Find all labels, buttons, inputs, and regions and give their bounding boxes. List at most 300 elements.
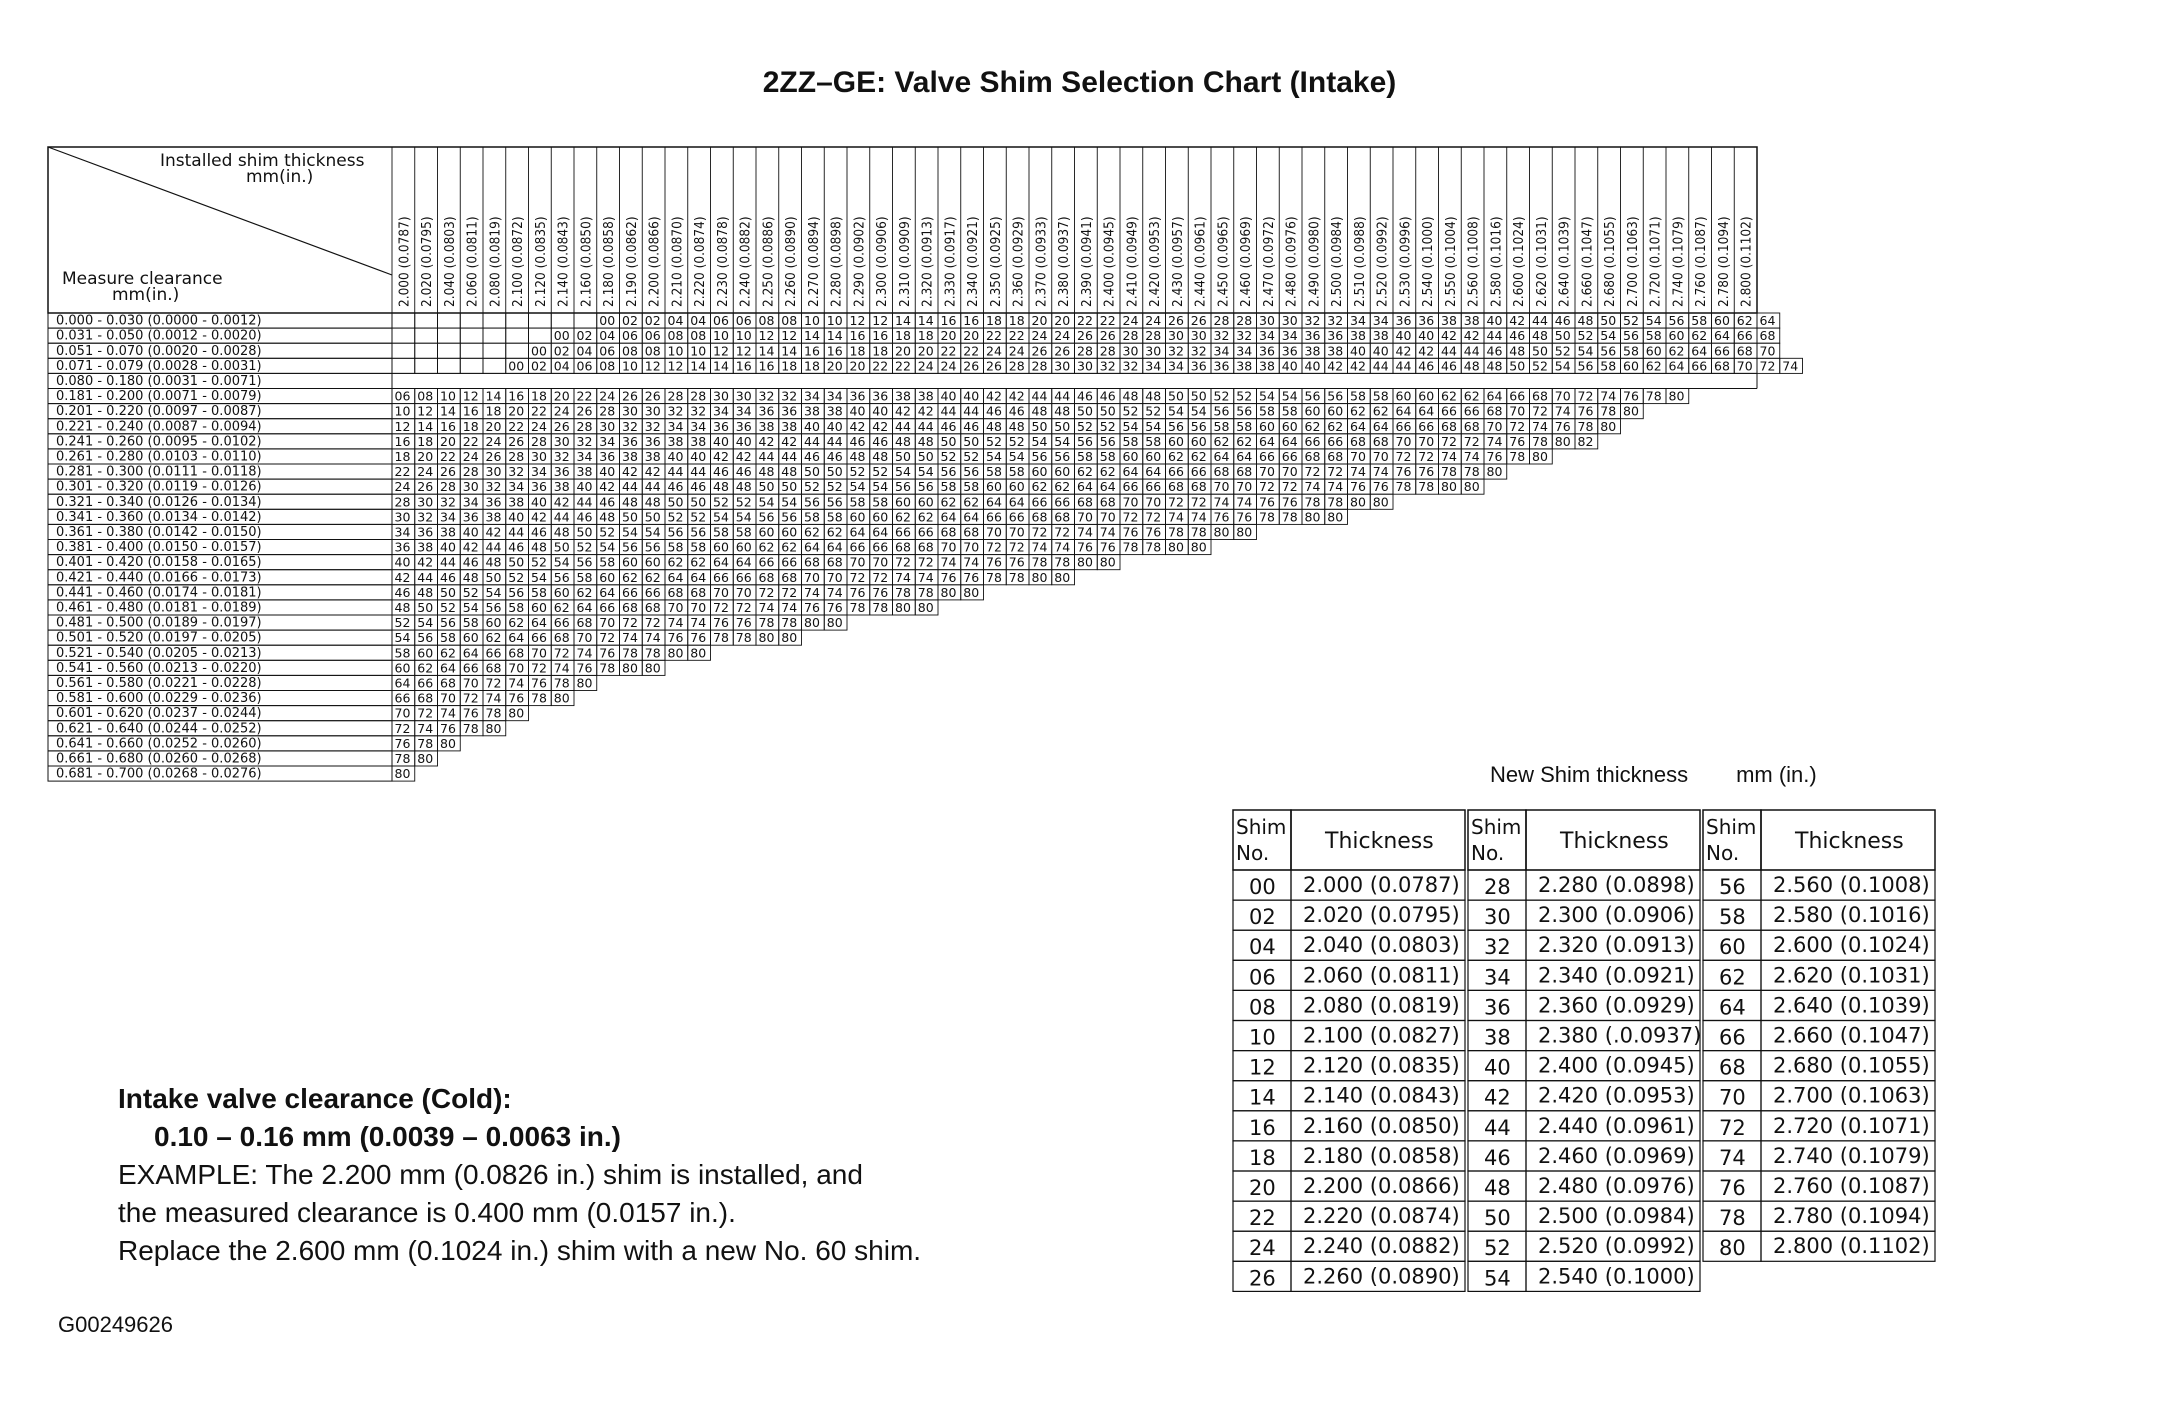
cell-value-7-13: 34	[690, 418, 707, 434]
cell-value-2-39: 36	[1281, 343, 1298, 359]
cell-value-17-6: 54	[531, 569, 547, 585]
shim-no-04: 04	[1249, 935, 1276, 960]
cell-value-12-11: 48	[644, 494, 661, 510]
cell-value-2-34: 32	[1168, 343, 1184, 359]
column-header-16: 2.250 (0.0886)	[760, 216, 777, 307]
cell-value-15-15: 60	[735, 539, 752, 555]
cell-value-2-59: 68	[1736, 343, 1753, 359]
cell-value-3-9: 08	[599, 358, 616, 374]
chart-cell	[529, 328, 552, 343]
cell-value-12-41: 78	[1327, 494, 1344, 510]
shim-thickness-74: 2.740 (0.1079)	[1773, 1143, 1930, 1168]
cell-value-8-26: 52	[986, 433, 1002, 449]
cell-value-17-5: 52	[508, 569, 525, 585]
cell-value-18-2: 50	[440, 584, 456, 600]
cell-value-13-31: 70	[1099, 509, 1116, 525]
shim-thickness-28: 2.280 (0.0898)	[1538, 873, 1695, 897]
shim-thickness-32: 2.320 (0.0913)	[1538, 933, 1695, 958]
cell-value-8-19: 44	[826, 433, 843, 449]
column-header-17: 2.260 (0.0890)	[783, 216, 800, 307]
row-label-2: 0.051 - 0.070 (0.0020 - 0.0028)	[56, 343, 262, 359]
cell-value-13-34: 74	[1168, 509, 1184, 525]
shim-no-14: 14	[1249, 1085, 1276, 1110]
cell-value-15-6: 48	[531, 539, 547, 555]
cell-value-0-30: 22	[1077, 313, 1093, 329]
cell-value-11-31: 64	[1099, 479, 1116, 495]
cell-value-5-48: 64	[1486, 388, 1503, 404]
cell-value-26-4: 78	[485, 705, 502, 721]
cell-value-26-2: 74	[440, 705, 456, 721]
column-header-44: 2.530 (0.0996)	[1397, 216, 1414, 307]
cell-value-11-21: 54	[872, 479, 889, 495]
cell-value-5-42: 58	[1350, 388, 1366, 404]
cell-value-7-10: 32	[622, 418, 638, 434]
cell-value-9-29: 56	[1054, 449, 1071, 464]
cell-value-0-52: 48	[1577, 313, 1594, 329]
cell-value-11-24: 58	[940, 479, 957, 495]
cell-value-13-30: 70	[1077, 509, 1093, 525]
cell-value-2-7: 02	[553, 343, 570, 359]
row-label-15: 0.381 - 0.400 (0.0150 - 0.0157)	[56, 540, 262, 556]
shim-thickness-48: 2.480 (0.0976)	[1538, 1174, 1695, 1198]
cell-value-10-6: 34	[531, 464, 547, 480]
column-header-45: 2.540 (0.1000)	[1420, 216, 1437, 307]
cell-value-18-13: 68	[690, 584, 707, 600]
cell-value-0-40: 32	[1304, 313, 1321, 329]
cell-value-10-14: 46	[713, 464, 729, 480]
cell-value-13-11: 50	[644, 509, 661, 525]
cell-value-15-12: 58	[667, 539, 684, 555]
cell-value-6-51: 74	[1554, 403, 1571, 419]
cell-value-7-43: 64	[1372, 418, 1389, 434]
cell-value-19-7: 62	[553, 600, 570, 615]
cell-value-7-19: 40	[826, 418, 843, 434]
cell-value-5-50: 68	[1532, 388, 1548, 404]
cell-value-15-23: 68	[917, 539, 934, 555]
cell-value-2-56: 62	[1668, 343, 1685, 359]
cell-value-13-27: 66	[1008, 509, 1025, 525]
cell-value-9-0: 18	[394, 449, 411, 464]
cell-value-9-16: 44	[758, 449, 775, 464]
cell-value-3-8: 06	[576, 358, 593, 374]
cell-value-9-7: 32	[553, 449, 570, 464]
cell-value-8-16: 42	[758, 433, 775, 449]
cell-value-11-2: 28	[440, 479, 456, 495]
cell-value-0-32: 24	[1122, 313, 1139, 329]
cell-value-20-0: 52	[394, 615, 411, 631]
shim-no-70: 70	[1719, 1085, 1746, 1110]
cell-value-15-20: 66	[849, 539, 866, 555]
cell-value-5-19: 34	[826, 388, 843, 404]
cell-value-2-58: 66	[1714, 343, 1730, 359]
cell-value-0-31: 22	[1099, 313, 1116, 329]
cell-value-18-24: 80	[940, 584, 957, 600]
cell-value-6-52: 76	[1577, 403, 1594, 419]
cell-value-8-48: 74	[1486, 433, 1503, 449]
chart-cell	[506, 328, 529, 343]
cell-value-20-1: 54	[417, 615, 434, 631]
cell-value-3-47: 48	[1463, 358, 1480, 374]
cell-value-12-27: 64	[1008, 494, 1025, 510]
cell-value-14-18: 62	[804, 524, 820, 540]
column-header-51: 2.640 (0.1039)	[1556, 216, 1573, 307]
cell-value-15-10: 56	[622, 539, 638, 555]
cell-value-16-0: 40	[394, 554, 411, 570]
cell-value-10-13: 44	[690, 464, 707, 480]
cell-value-19-13: 70	[690, 600, 707, 615]
cell-value-14-30: 74	[1077, 524, 1093, 540]
cell-value-7-20: 42	[849, 418, 866, 434]
cell-value-11-9: 42	[599, 479, 616, 495]
cell-value-2-16: 14	[758, 343, 775, 359]
cell-value-30-0: 80	[394, 766, 411, 782]
cell-value-14-7: 48	[553, 524, 570, 540]
cell-value-2-29: 26	[1054, 343, 1071, 359]
cell-value-16-16: 66	[758, 554, 775, 570]
cell-value-15-32: 78	[1122, 539, 1139, 555]
cell-value-9-44: 72	[1395, 449, 1412, 464]
cell-value-1-56: 60	[1668, 328, 1685, 344]
cell-value-16-21: 70	[872, 554, 889, 570]
cell-value-2-15: 12	[735, 343, 752, 359]
cell-value-1-36: 32	[1213, 328, 1230, 344]
cell-value-19-2: 52	[440, 600, 456, 615]
cell-value-14-19: 62	[826, 524, 843, 540]
cell-value-0-36: 28	[1213, 313, 1230, 329]
cell-value-10-43: 74	[1372, 464, 1389, 480]
cell-value-18-23: 78	[917, 584, 934, 600]
cell-value-22-12: 80	[667, 645, 684, 661]
cell-value-18-6: 58	[531, 584, 547, 600]
row-label-16: 0.401 - 0.420 (0.0158 - 0.0165)	[56, 555, 262, 571]
cell-value-18-1: 48	[417, 584, 434, 600]
cell-value-16-10: 60	[622, 554, 638, 570]
cell-value-8-11: 36	[644, 433, 661, 449]
cell-value-2-25: 22	[963, 343, 980, 359]
cell-value-13-28: 68	[1031, 509, 1048, 525]
cell-value-6-41: 60	[1327, 403, 1344, 419]
cell-value-5-10: 26	[622, 388, 638, 404]
cell-value-15-17: 62	[781, 539, 798, 555]
cell-value-0-53: 50	[1600, 313, 1617, 329]
cell-value-13-18: 58	[804, 509, 820, 525]
cell-value-13-40: 80	[1304, 509, 1321, 525]
cell-value-3-17: 18	[781, 358, 798, 374]
cell-value-0-44: 36	[1395, 313, 1412, 329]
cell-value-5-44: 60	[1395, 388, 1412, 404]
column-header-18: 2.270 (0.0894)	[805, 216, 822, 307]
cell-value-6-29: 48	[1054, 403, 1071, 419]
cell-value-5-6: 18	[531, 388, 547, 404]
row-label-18: 0.441 - 0.460 (0.0174 - 0.0181)	[56, 585, 262, 601]
cell-value-9-24: 52	[940, 449, 957, 464]
cell-value-25-2: 70	[440, 690, 456, 706]
cell-value-5-40: 56	[1304, 388, 1321, 404]
cell-value-13-37: 76	[1236, 509, 1253, 525]
shim-no-header-text-2: No.	[1706, 841, 1740, 865]
cell-value-12-4: 36	[485, 494, 502, 510]
cell-value-0-47: 38	[1463, 313, 1480, 329]
cell-value-11-13: 46	[690, 479, 707, 495]
cell-value-8-14: 40	[713, 433, 729, 449]
cell-value-7-44: 66	[1395, 418, 1412, 434]
shim-no-00: 00	[1249, 875, 1276, 899]
column-header-1: 2.020 (0.0795)	[419, 216, 436, 307]
cell-value-15-22: 68	[895, 539, 911, 555]
cell-value-18-0: 46	[394, 584, 411, 600]
cell-value-16-28: 78	[1031, 554, 1048, 570]
cell-value-6-23: 42	[917, 403, 934, 419]
cell-value-6-54: 80	[1623, 403, 1639, 419]
cell-value-16-19: 68	[826, 554, 843, 570]
cell-value-5-39: 54	[1281, 388, 1298, 404]
cell-value-5-1: 08	[417, 388, 434, 404]
cell-value-10-39: 70	[1281, 464, 1298, 480]
cell-value-8-1: 18	[417, 433, 434, 449]
cell-value-1-58: 64	[1714, 328, 1730, 344]
column-header-6: 2.120 (0.0835)	[532, 216, 549, 307]
shim-thickness-38: 2.380 (.0.0937)	[1538, 1023, 1702, 1048]
shim-no-80: 80	[1719, 1236, 1746, 1261]
cell-value-9-23: 50	[917, 449, 934, 464]
cell-value-6-44: 64	[1395, 403, 1412, 419]
shim-no-46: 46	[1484, 1145, 1511, 1170]
chart-cell	[438, 343, 461, 358]
cell-value-11-11: 44	[644, 479, 661, 495]
cell-value-18-5: 56	[508, 584, 525, 600]
cell-value-10-21: 52	[872, 464, 889, 480]
chart-cell	[392, 328, 415, 343]
cell-value-6-9: 28	[599, 403, 616, 419]
cell-value-7-46: 68	[1441, 418, 1457, 434]
cell-value-7-41: 62	[1327, 418, 1344, 434]
shim-no-72: 72	[1719, 1115, 1746, 1140]
shim-thickness-16: 2.160 (0.0850)	[1303, 1113, 1460, 1138]
cell-value-12-28: 66	[1031, 494, 1048, 510]
cell-value-12-38: 76	[1259, 494, 1275, 510]
cell-value-9-43: 70	[1372, 449, 1389, 464]
cell-value-12-20: 58	[849, 494, 866, 510]
shim-no-48: 48	[1484, 1176, 1511, 1200]
cell-value-0-38: 30	[1259, 313, 1275, 329]
chart-cell	[438, 313, 461, 328]
cell-value-3-35: 36	[1190, 358, 1207, 374]
cell-value-0-48: 40	[1486, 313, 1503, 329]
cell-value-2-24: 22	[940, 343, 957, 359]
cell-value-3-57: 66	[1691, 358, 1708, 374]
cell-value-5-31: 46	[1099, 388, 1116, 404]
cell-value-1-27: 22	[1008, 328, 1025, 344]
cell-value-8-52: 82	[1577, 433, 1594, 449]
cell-value-5-21: 36	[872, 388, 889, 404]
cell-value-6-14: 34	[713, 403, 729, 419]
shim-no-60: 60	[1719, 935, 1746, 960]
cell-value-11-7: 38	[553, 479, 570, 495]
shim-no-12: 12	[1249, 1055, 1276, 1080]
cell-value-9-14: 42	[713, 449, 729, 464]
cell-value-0-24: 16	[940, 313, 957, 329]
cell-value-12-14: 52	[713, 494, 729, 510]
cell-value-6-37: 56	[1236, 403, 1253, 419]
row-label-13: 0.341 - 0.360 (0.0134 - 0.0142)	[56, 509, 262, 525]
shim-thickness-56: 2.560 (0.1008)	[1773, 873, 1930, 897]
cell-value-7-18: 40	[804, 418, 820, 434]
cell-value-1-45: 40	[1418, 328, 1435, 344]
cell-value-7-9: 30	[599, 418, 616, 434]
shim-no-header-text-1: Shim	[1236, 815, 1287, 839]
cell-value-9-10: 38	[622, 449, 638, 464]
cell-value-2-30: 28	[1077, 343, 1093, 359]
cell-value-19-9: 66	[599, 600, 616, 615]
cell-value-1-11: 06	[644, 328, 661, 344]
cell-value-21-11: 74	[644, 630, 661, 646]
cell-value-0-57: 58	[1691, 313, 1708, 329]
column-header-43: 2.520 (0.0992)	[1374, 216, 1391, 307]
cell-value-9-20: 48	[849, 449, 866, 464]
cell-value-3-15: 16	[735, 358, 752, 374]
column-header-41: 2.500 (0.0984)	[1329, 216, 1346, 307]
cell-value-10-25: 56	[963, 464, 980, 480]
cell-value-13-8: 46	[576, 509, 593, 525]
cell-value-21-17: 80	[781, 630, 798, 646]
cell-value-1-57: 62	[1691, 328, 1708, 344]
cell-value-10-7: 36	[553, 464, 570, 480]
cell-value-15-24: 70	[940, 539, 957, 555]
shim-no-74: 74	[1719, 1145, 1746, 1170]
cell-value-25-1: 68	[417, 690, 434, 706]
cell-value-3-21: 22	[872, 358, 889, 374]
cell-value-23-11: 80	[644, 660, 661, 676]
shim-no-68: 68	[1719, 1055, 1746, 1080]
cell-value-15-1: 38	[417, 539, 434, 555]
cell-value-5-51: 70	[1554, 388, 1571, 404]
cell-value-10-31: 62	[1099, 464, 1116, 480]
cell-value-10-12: 44	[667, 464, 684, 480]
column-header-48: 2.580 (0.1016)	[1488, 216, 1505, 307]
cell-value-5-43: 58	[1372, 388, 1389, 404]
cell-value-14-29: 72	[1054, 524, 1071, 540]
cell-value-3-22: 22	[895, 358, 911, 374]
cell-value-12-0: 28	[394, 494, 411, 510]
cell-value-16-22: 72	[895, 554, 911, 570]
cell-value-13-10: 50	[622, 509, 638, 525]
cell-value-11-38: 72	[1259, 479, 1275, 495]
chart-cell	[415, 343, 438, 358]
cell-value-0-55: 54	[1645, 313, 1662, 329]
cell-value-17-20: 72	[849, 569, 866, 585]
cell-value-28-2: 80	[440, 735, 456, 751]
cell-value-11-30: 64	[1077, 479, 1093, 495]
cell-value-3-56: 64	[1668, 358, 1685, 374]
cell-value-10-9: 40	[599, 464, 616, 480]
cell-value-7-50: 74	[1532, 418, 1548, 434]
cell-value-3-36: 36	[1213, 358, 1230, 374]
cell-value-7-37: 58	[1236, 418, 1253, 434]
shim-no-36: 36	[1484, 995, 1511, 1020]
cell-value-10-17: 48	[781, 464, 798, 480]
cell-value-15-0: 36	[394, 539, 411, 555]
cell-value-5-30: 46	[1077, 388, 1093, 404]
cell-value-1-41: 36	[1327, 328, 1344, 344]
cell-value-3-29: 30	[1054, 358, 1071, 374]
cell-value-9-45: 72	[1418, 449, 1435, 464]
shim-no-header-text-2: No.	[1236, 841, 1270, 865]
cell-value-1-32: 28	[1122, 328, 1139, 344]
cell-value-14-34: 78	[1168, 524, 1184, 540]
cell-value-17-27: 78	[1008, 569, 1025, 585]
cell-value-12-31: 68	[1099, 494, 1116, 510]
cell-value-15-9: 54	[599, 539, 616, 555]
shim-no-header-text-2: No.	[1471, 841, 1505, 865]
cell-value-19-4: 56	[485, 600, 502, 615]
cell-value-26-1: 72	[417, 705, 434, 721]
cell-value-6-38: 58	[1259, 403, 1275, 419]
cell-value-20-15: 76	[735, 615, 752, 631]
shim-thickness-10: 2.100 (0.0827)	[1303, 1023, 1460, 1048]
cell-value-11-27: 60	[1008, 479, 1025, 495]
cell-value-13-24: 64	[940, 509, 957, 525]
cell-value-21-13: 76	[690, 630, 707, 646]
cell-value-2-14: 12	[713, 343, 729, 359]
cell-value-13-26: 66	[986, 509, 1002, 525]
shim-no-38: 38	[1484, 1025, 1511, 1050]
column-header-38: 2.470 (0.0972)	[1260, 216, 1277, 307]
cell-value-5-56: 80	[1668, 388, 1685, 404]
column-header-57: 2.760 (0.1087)	[1693, 216, 1710, 307]
cell-value-8-47: 72	[1463, 433, 1480, 449]
cell-value-14-20: 64	[849, 524, 866, 540]
cell-value-2-21: 18	[872, 343, 889, 359]
cell-value-9-25: 52	[963, 449, 980, 464]
column-header-59: 2.800 (0.1102)	[1738, 216, 1755, 307]
cell-value-16-17: 66	[781, 554, 798, 570]
cell-value-16-4: 48	[485, 554, 502, 570]
shim-thickness-52: 2.520 (0.0992)	[1538, 1234, 1695, 1259]
cell-value-6-28: 48	[1031, 403, 1048, 419]
cell-value-10-2: 26	[440, 464, 456, 480]
row-label-30: 0.681 - 0.700 (0.0268 - 0.0276)	[56, 766, 262, 782]
cell-value-12-29: 66	[1054, 494, 1071, 510]
row-label-9: 0.261 - 0.280 (0.0103 - 0.0110)	[56, 449, 262, 465]
cell-value-14-35: 78	[1190, 524, 1207, 540]
cell-value-18-8: 62	[576, 584, 593, 600]
cell-value-16-23: 72	[917, 554, 934, 570]
row-label-0: 0.000 - 0.030 (0.0000 - 0.0012)	[56, 313, 262, 329]
cell-value-19-23: 80	[917, 600, 934, 615]
cell-value-9-33: 60	[1145, 449, 1162, 464]
column-header-46: 2.550 (0.1004)	[1442, 216, 1459, 307]
cell-value-1-25: 20	[963, 328, 980, 344]
cell-value-7-40: 62	[1304, 418, 1321, 434]
shim-thickness-46: 2.460 (0.0969)	[1538, 1143, 1695, 1168]
cell-value-12-34: 72	[1168, 494, 1184, 510]
cell-value-8-38: 64	[1259, 433, 1275, 449]
cell-value-2-17: 14	[781, 343, 798, 359]
cell-value-2-9: 06	[599, 343, 616, 359]
cell-value-13-38: 78	[1259, 509, 1275, 525]
cell-value-10-8: 38	[576, 464, 593, 480]
cell-value-7-5: 22	[508, 418, 525, 434]
cell-value-7-26: 48	[986, 418, 1002, 434]
cell-value-10-3: 28	[462, 464, 479, 480]
shim-no-40: 40	[1484, 1055, 1511, 1080]
row-label-25: 0.581 - 0.600 (0.0229 - 0.0236)	[56, 691, 262, 707]
cell-value-10-44: 76	[1395, 464, 1412, 480]
shim-no-44: 44	[1484, 1115, 1511, 1140]
cell-value-18-14: 70	[713, 584, 729, 600]
cell-value-3-28: 28	[1031, 358, 1048, 374]
cell-value-10-24: 56	[940, 464, 957, 480]
